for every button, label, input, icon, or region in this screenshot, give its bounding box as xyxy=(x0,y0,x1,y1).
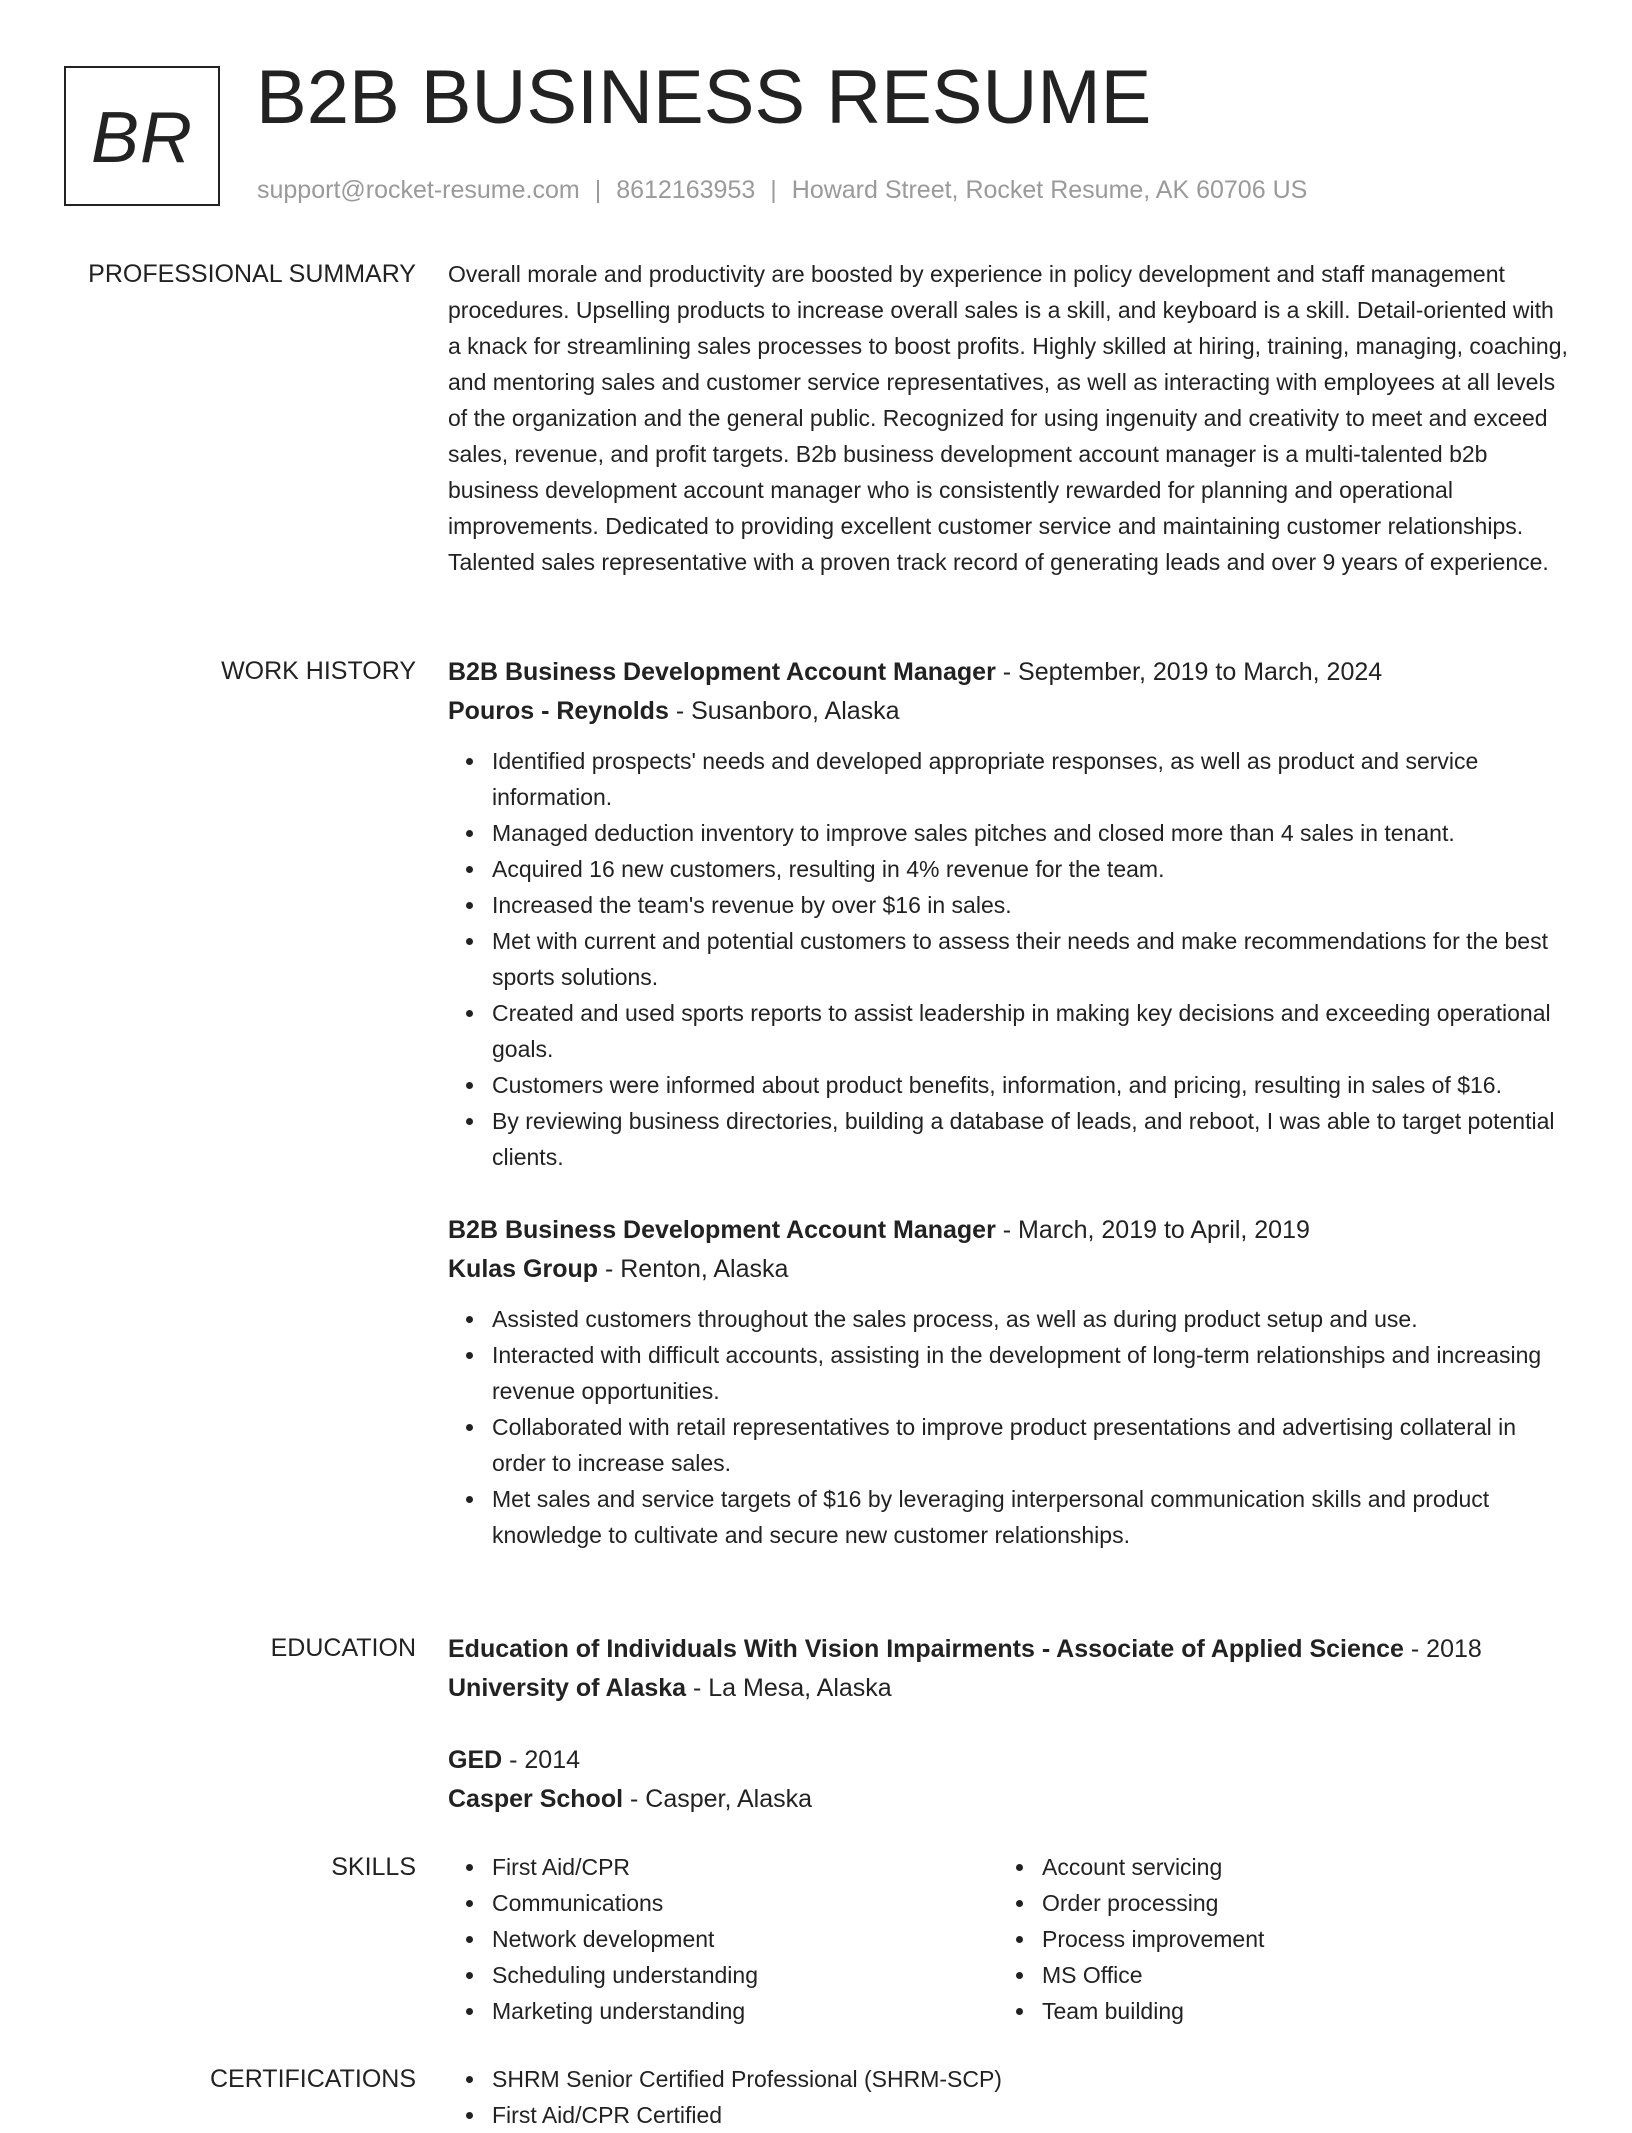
job-company-line xyxy=(448,692,1568,731)
section-label-work-history: WORK HISTORY xyxy=(221,657,416,685)
job-entry xyxy=(448,1211,1568,1553)
job-company: Kulas Group xyxy=(448,1255,599,1283)
skill-item: Account servicing xyxy=(1042,1849,1548,1885)
section-label-certifications: CERTIFICATIONS xyxy=(209,2065,416,2093)
contact-separator: | xyxy=(594,176,602,204)
section-label-education: EDUCATION xyxy=(270,1634,416,1662)
job-bullet: Met sales and service targets of $16 by leveraging interpersonal communication skills and product knowledge to cultivate and secure new customer relationships. xyxy=(492,1481,1568,1553)
job-company-line xyxy=(448,1250,1568,1289)
summary-text: Overall morale and productivity are boosted by experience in policy development and staff management procedures. Upselling products to increase overall sales is a skill, and keyboard is a skill. Detail-oriented with a knack for streamlining sales processes to boost profits. Highly skilled at hiring, training, managing, coaching, and mentoring sales and customer service representatives, as well as interacting with employees at all levels of the organization and the general public. Recognized for using ingenuity and creativity to meet and exceed sales, revenue, and profit targets. B2b business development account manager is a multi-talented b2b business development account manager who is consistently rewarded for planning and operational improvements. Dedicated to providing excellent customer service and maintaining customer relationships. Talented sales representative with a proven track record of generating leads and over 9 years of experience. xyxy=(448,261,1568,575)
job-location: - Susanboro, Alaska xyxy=(668,697,900,725)
skills-column-left xyxy=(448,1849,998,2029)
education-degree-line xyxy=(448,1741,1568,1780)
job-bullet: Met with current and potential customers to assess their needs and make recommendations for the best sports solutions. xyxy=(492,923,1568,995)
job-title-line xyxy=(448,1211,1568,1250)
job-bullet: Interacted with difficult accounts, assisting in the development of long-term relationships and increasing revenue opportunities. xyxy=(492,1337,1568,1409)
skill-item: Team building xyxy=(1042,1993,1548,2029)
education-degree-line xyxy=(448,1630,1568,1669)
education-location: - Casper, Alaska xyxy=(623,1785,813,1813)
job-company: Pouros - Reynolds xyxy=(448,697,669,725)
skill-item: Scheduling understanding xyxy=(492,1957,998,1993)
skill-item: First Aid/CPR xyxy=(492,1849,998,1885)
job-bullet: Collaborated with retail representatives to improve product presentations and advertising collateral in order to increase sales. xyxy=(492,1409,1568,1481)
skill-item: Communications xyxy=(492,1885,998,1921)
education-degree: Education of Individuals With Vision Impairments - Associate of Applied Science xyxy=(448,1635,1404,1663)
education-school-line xyxy=(448,1669,1568,1708)
job-bullet: Identified prospects' needs and developed appropriate responses, as well as product and service information. xyxy=(492,743,1568,815)
skill-item: MS Office xyxy=(1042,1957,1548,1993)
job-dates: - September, 2019 to March, 2024 xyxy=(995,658,1383,686)
section-label-summary: PROFESSIONAL SUMMARY xyxy=(88,260,416,288)
job-bullet: By reviewing business directories, building a database of leads, and reboot, I was able to target potential clients. xyxy=(492,1103,1568,1175)
job-bullet-list xyxy=(448,743,1568,1175)
job-bullet: Acquired 16 new customers, resulting in 4% revenue for the team. xyxy=(492,851,1568,887)
job-dates: - March, 2019 to April, 2019 xyxy=(995,1216,1310,1244)
job-bullet: Managed deduction inventory to improve sales pitches and closed more than 4 sales in tenant. xyxy=(492,815,1568,851)
section-label-skills: SKILLS xyxy=(331,1853,416,1881)
education-body xyxy=(448,1630,1568,1819)
contact-email[interactable]: support@rocket-resume.com xyxy=(257,176,580,204)
education-entry xyxy=(448,1630,1568,1708)
work-history-body xyxy=(448,653,1568,1553)
job-entry xyxy=(448,653,1568,1175)
skills-body xyxy=(448,1849,1568,2029)
skill-item: Process improvement xyxy=(1042,1921,1548,1957)
monogram-box xyxy=(64,66,220,206)
job-location: - Renton, Alaska xyxy=(598,1255,789,1283)
contact-line xyxy=(257,175,1307,205)
education-school: Casper School xyxy=(448,1785,624,1813)
skills-column-right xyxy=(998,1849,1548,2029)
certifications-list xyxy=(448,2061,1568,2133)
job-bullet: Assisted customers throughout the sales process, as well as during product setup and use. xyxy=(492,1301,1568,1337)
job-bullet-list xyxy=(448,1301,1568,1553)
skill-item: Network development xyxy=(492,1921,998,1957)
certification-item: SHRM Senior Certified Professional (SHRM-SCP) xyxy=(492,2061,1568,2097)
skill-item: Marketing understanding xyxy=(492,1993,998,2029)
job-bullet: Customers were informed about product benefits, information, and pricing, resulting in sales of $16. xyxy=(492,1067,1568,1103)
resume-title: B2B BUSINESS RESUME xyxy=(256,55,1152,140)
education-year: - 2014 xyxy=(502,1746,581,1774)
contact-separator: | xyxy=(770,176,777,204)
job-bullet: Increased the team's revenue by over $16 in sales. xyxy=(492,887,1568,923)
skills-list xyxy=(998,1849,1548,2029)
education-entry xyxy=(448,1741,1568,1819)
monogram-initials: BR xyxy=(90,98,194,178)
education-location: - La Mesa, Alaska xyxy=(686,1674,892,1702)
job-title: B2B Business Development Account Manager xyxy=(448,658,996,686)
skills-list xyxy=(448,1849,998,2029)
skill-item: Order processing xyxy=(1042,1885,1548,1921)
summary-body xyxy=(448,256,1568,580)
education-school-line xyxy=(448,1780,1568,1819)
contact-phone[interactable]: 8612163953 xyxy=(616,176,756,204)
certification-item: First Aid/CPR Certified xyxy=(492,2097,1568,2133)
job-bullet: Created and used sports reports to assist leadership in making key decisions and exceeding operational goals. xyxy=(492,995,1568,1067)
job-title: B2B Business Development Account Manager xyxy=(448,1216,996,1244)
job-title-line xyxy=(448,653,1568,692)
contact-address: Howard Street, Rocket Resume, AK 60706 US xyxy=(791,176,1308,204)
education-degree: GED xyxy=(448,1746,503,1774)
education-year: - 2018 xyxy=(1403,1635,1482,1663)
education-school: University of Alaska xyxy=(448,1674,687,1702)
certifications-body xyxy=(448,2061,1568,2133)
skills-grid xyxy=(448,1849,1568,2029)
